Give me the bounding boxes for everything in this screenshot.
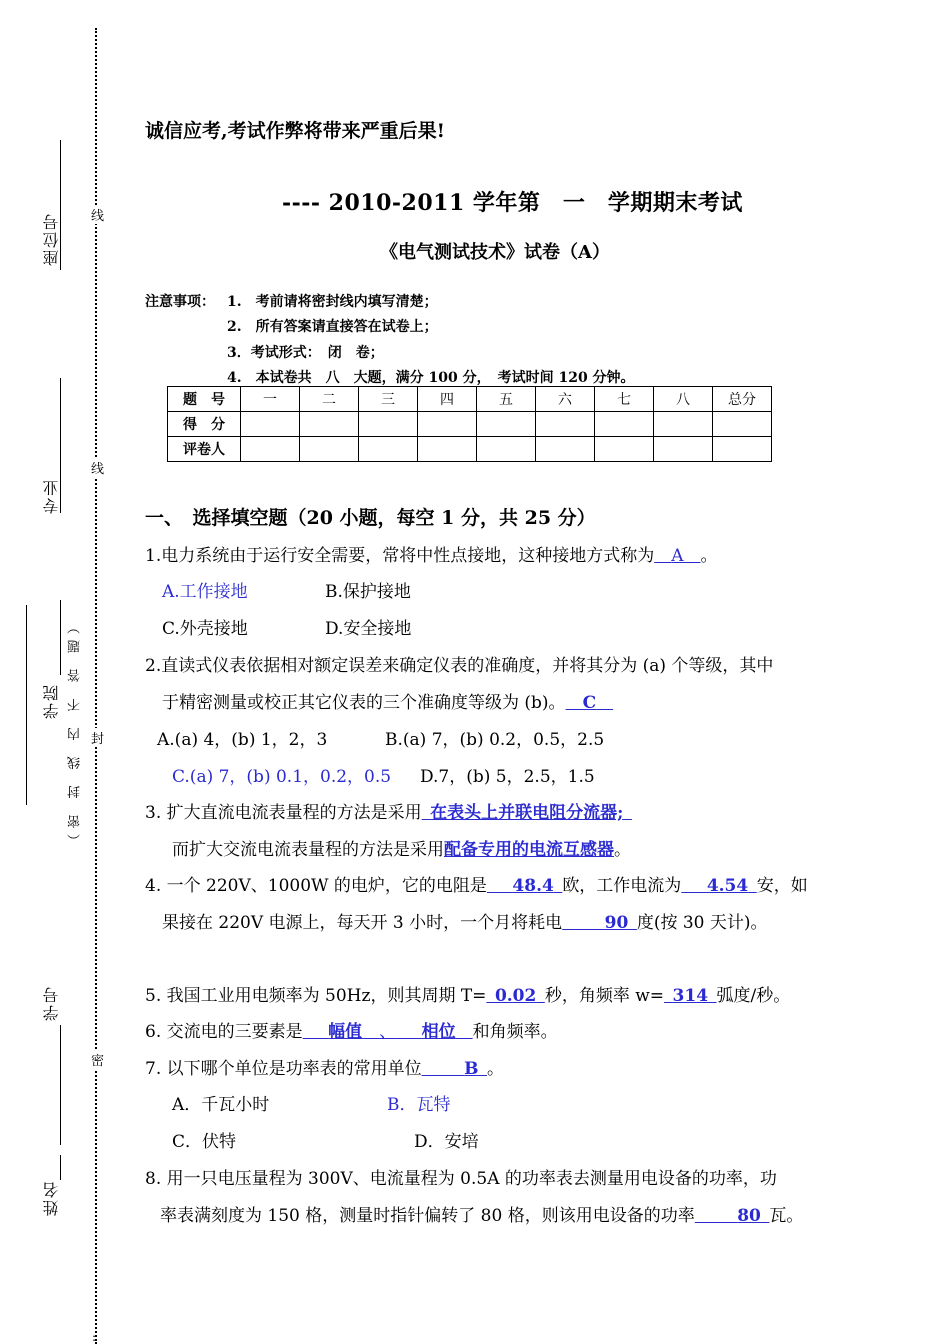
note-item: 4. 本试卷共 八 大题，满分 100 分， 考试时间 120 分钟。 — [227, 370, 635, 386]
q8-answer: 80 — [737, 1206, 761, 1226]
score-row-label: 得 分 — [168, 412, 241, 437]
major-line — [60, 378, 61, 513]
name-label: 姓名 — [42, 1180, 61, 1216]
q2-option-c: C.(a) 7，(b) 0.1，0.2，0.5 — [172, 767, 392, 787]
q3-end: 。 — [614, 840, 631, 860]
q1-answer: A — [671, 546, 684, 566]
q6-separator: 、 — [379, 1022, 397, 1042]
q4-answer-1-text: 48.4 — [512, 876, 554, 896]
seal-note: （密 封 线 内 不 答 题） — [68, 615, 83, 847]
seal-mark-dense: 密 — [91, 1050, 104, 1069]
score-cell[interactable] — [477, 412, 536, 437]
q6-answer-1 — [303, 1022, 380, 1042]
section-heading: 一、 选择填空题（20 小题，每空 1 分，共 25 分） — [145, 507, 596, 529]
q2-line2: 于精密测量或校正其它仪表的三个准确度等级为 (b)。 — [162, 693, 566, 713]
q2-option-d: D.7，(b) 5，2.5，1.5 — [420, 767, 595, 787]
q5-text: 秒，角频率 w= — [544, 986, 665, 1006]
q4-text: 4. 一个 220V、1000W 的电炉，它的电阻是 — [145, 876, 487, 896]
q1-option-d: D.安全接地 — [325, 619, 412, 639]
seal-dotted-line — [95, 28, 97, 1344]
seal-mark-line-1: 线 — [91, 205, 104, 224]
q7-option-b: B．瓦特 — [387, 1095, 451, 1115]
score-header-cell: 六 — [536, 387, 595, 412]
question-2-line2 — [162, 688, 613, 713]
seat-line — [60, 140, 61, 270]
q4-text: 安，如 — [756, 876, 808, 896]
q1-option-c: C.外壳接地 — [162, 619, 248, 639]
q7-option-d: D．安培 — [414, 1132, 479, 1152]
score-header-cell: 八 — [654, 387, 713, 412]
grader-cell[interactable] — [536, 437, 595, 462]
note-item: 2. 所有答案请直接答在试卷上； — [227, 319, 438, 335]
q6-answer-2-text: 相位 — [421, 1022, 456, 1042]
college-line-outer — [26, 605, 27, 805]
q8-line2: 率表满刻度为 150 格，测量时指针偏转了 80 格，则该用电设备的功率 — [160, 1206, 695, 1226]
score-cell[interactable] — [300, 412, 359, 437]
score-cell[interactable] — [654, 412, 713, 437]
question-4-line1 — [145, 871, 808, 896]
student-id-line — [60, 1025, 61, 1145]
q6-text: 和角频率。 — [472, 1022, 558, 1042]
q4-answer-3-text: 90 — [604, 913, 629, 933]
score-header-cell: 五 — [477, 387, 536, 412]
q6-answer-1-text: 幅值 — [328, 1022, 363, 1042]
q7-stem: 7. 以下哪个单位是功率表的常用单位 — [145, 1059, 422, 1079]
q3-answer-2: 配备专用的电流互感器 — [444, 840, 614, 860]
q3-answer-1 — [422, 803, 632, 823]
grader-row — [168, 437, 772, 462]
name-line — [60, 1155, 61, 1180]
q1-stem: 1.电力系统由于运行安全需要，常将中性点接地，这种接地方式称为 — [145, 546, 655, 566]
grader-row-label: 评卷人 — [168, 437, 241, 462]
score-header-cell: 二 — [300, 387, 359, 412]
q2-line1: 2.直读式仪表依据相对额定误差来确定仪表的准确度，并将其分为 (a) 个等级，其中 — [145, 656, 774, 676]
q4-answer-1 — [487, 876, 562, 896]
question-7 — [145, 1054, 504, 1079]
grader-cell[interactable] — [654, 437, 713, 462]
q1-end: 。 — [700, 546, 718, 566]
q5-answer-2-text: 314 — [672, 986, 709, 1006]
grader-cell[interactable] — [300, 437, 359, 462]
q2-option-a: A.(a) 4，(b) 1，2，3 — [157, 730, 328, 750]
q3-line2-pre: 而扩大交流电流表量程的方法是采用 — [172, 840, 444, 860]
grader-cell[interactable] — [595, 437, 654, 462]
q4-text: 果接在 220V 电源上，每天开 3 小时，一个月将耗电 — [162, 913, 563, 933]
q8-end: 瓦。 — [769, 1206, 804, 1226]
note-item: 3．考试形式： 闭 卷； — [227, 345, 384, 361]
q8-answer-blank — [695, 1206, 770, 1226]
student-id-label: 学号 — [42, 985, 61, 1021]
q8-line1: 8. 用一只电压量程为 300V、电流量程为 0.5A 的功率表去测量用电设备的功率，功 — [145, 1169, 777, 1189]
question-6 — [145, 1017, 558, 1042]
major-label: 专业 — [42, 478, 61, 514]
score-cell[interactable] — [359, 412, 418, 437]
score-header-cell: 七 — [595, 387, 654, 412]
q6-text: 6. 交流电的三要素是 — [145, 1022, 303, 1042]
integrity-warning: 诚信应考,考试作弊将带来严重后果! — [145, 120, 445, 142]
q7-option-c: C．伏特 — [172, 1132, 237, 1152]
college-label: 学院 — [42, 683, 61, 719]
score-header-cell: 四 — [418, 387, 477, 412]
q5-answer-1-text: 0.02 — [494, 986, 537, 1006]
q7-answer-blank — [422, 1059, 487, 1079]
q5-text: 弧度/秒。 — [716, 986, 791, 1006]
score-cell[interactable] — [536, 412, 595, 437]
q4-text: 度(按 30 天计)。 — [636, 913, 768, 933]
dot-mark: : — [92, 1330, 97, 1344]
q2-option-b: B.(a) 7，(b) 0.2，0.5，2.5 — [385, 730, 605, 750]
score-header-cell: 题 号 — [168, 387, 241, 412]
college-line — [60, 600, 61, 675]
grader-cell[interactable] — [241, 437, 300, 462]
q7-answer: B — [464, 1059, 479, 1079]
question-1 — [145, 541, 718, 566]
q7-end: 。 — [487, 1059, 504, 1079]
score-row — [168, 412, 772, 437]
score-cell[interactable] — [595, 412, 654, 437]
q3-line1-pre: 3. 扩大直流电流表量程的方法是采用 — [145, 803, 422, 823]
seal-mark-seal: 封 — [91, 728, 104, 747]
q4-answer-2-text: 4.54 — [706, 876, 749, 896]
q2-answer: C — [582, 693, 597, 713]
seat-label: 座位号 — [42, 212, 61, 266]
grader-cell[interactable] — [713, 437, 772, 462]
q5-answer-1 — [486, 986, 544, 1006]
q1-option-a: A.工作接地 — [162, 582, 248, 602]
score-header-cell: 三 — [359, 387, 418, 412]
question-3-line1 — [145, 798, 632, 823]
exam-title: ---- 2010-2011 学年第 一 学期期末考试 — [282, 190, 743, 216]
score-table — [167, 386, 772, 462]
score-table-header-row — [168, 387, 772, 412]
question-5 — [145, 981, 790, 1006]
score-cell[interactable] — [241, 412, 300, 437]
question-8-line2 — [160, 1201, 803, 1226]
exam-subtitle: 《电气测试技术》试卷（A） — [380, 242, 610, 263]
score-cell[interactable] — [418, 412, 477, 437]
seal-mark-line-2: 线 — [91, 458, 104, 477]
q4-answer-3 — [562, 913, 637, 933]
q1-answer-blank — [654, 546, 700, 566]
q4-text: 欧，工作电流为 — [562, 876, 682, 896]
q3-answer-1-text: 在表头上并联电阻分流器; — [430, 803, 624, 823]
q5-answer-2 — [664, 986, 717, 1006]
grader-cell[interactable] — [477, 437, 536, 462]
note-item: 1. 考前请将密封线内填写清楚； — [227, 294, 438, 310]
grader-cell[interactable] — [418, 437, 477, 462]
grader-cell[interactable] — [359, 437, 418, 462]
score-cell[interactable] — [713, 412, 772, 437]
q2-answer-blank — [566, 693, 614, 713]
q5-text: 5. 我国工业用电频率为 50Hz，则其周期 T= — [145, 986, 487, 1006]
q1-option-b: B.保护接地 — [325, 582, 411, 602]
q7-option-a: A．千瓦小时 — [172, 1095, 270, 1115]
notes-label: 注意事项： — [145, 294, 215, 310]
q6-answer-2 — [396, 1022, 473, 1042]
question-4-line2 — [162, 908, 768, 933]
score-header-cell: 一 — [241, 387, 300, 412]
score-header-cell: 总分 — [713, 387, 772, 412]
q4-answer-2 — [681, 876, 756, 896]
question-3-line2 — [172, 835, 631, 860]
